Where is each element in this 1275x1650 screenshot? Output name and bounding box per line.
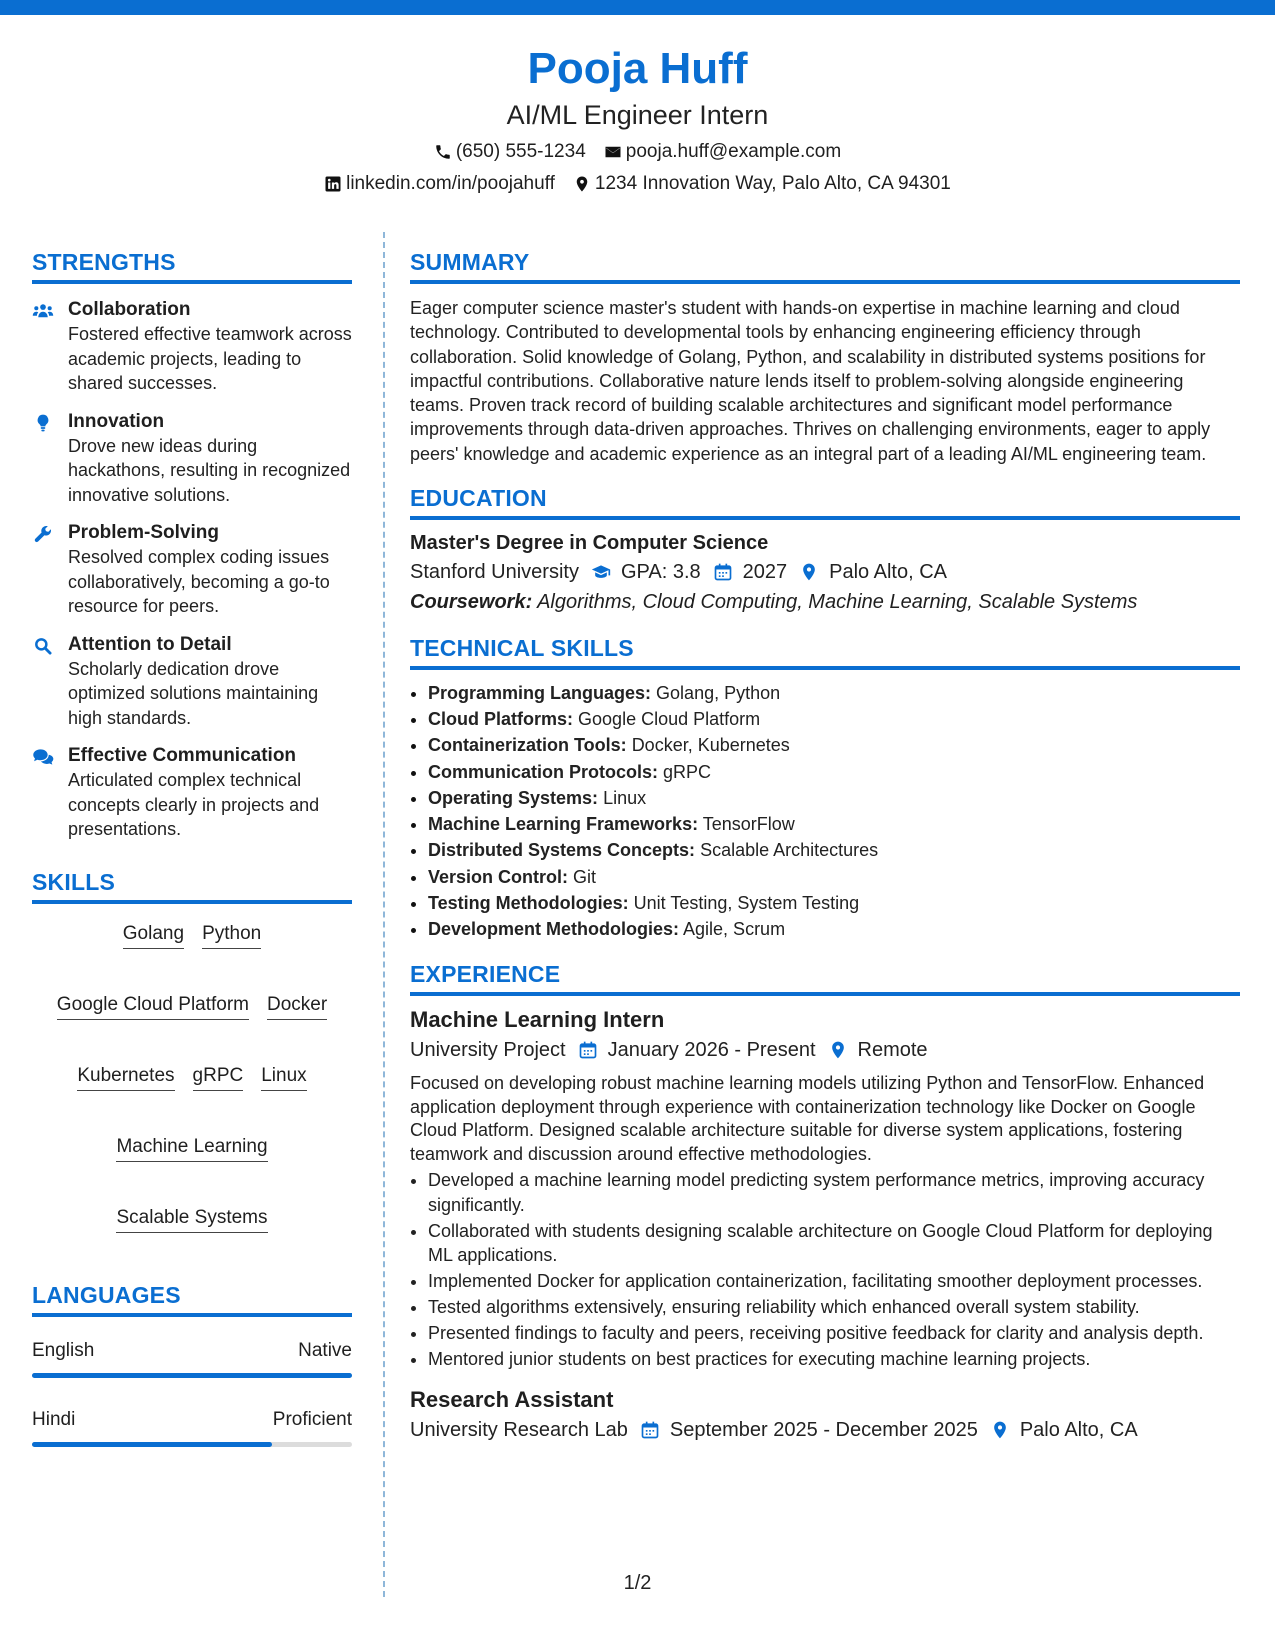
strength-item (32, 633, 352, 731)
lightbulb-icon (32, 413, 54, 433)
skill-tag: Scalable Systems (116, 1206, 267, 1233)
coursework-label: Coursework: (410, 591, 533, 614)
strength-desc: Drove new ideas during hackathons, resulting in recognized innovative solutions. (68, 435, 351, 505)
contact-row-1 (0, 140, 1275, 164)
right-column (410, 248, 1240, 1444)
phone-icon (434, 143, 452, 161)
column-divider (383, 232, 385, 1597)
job-org: University Project (410, 1039, 566, 1062)
linkedin-text: linkedin.com/in/poojahuff (346, 173, 555, 194)
skill-tag: Kubernetes (77, 1064, 174, 1091)
strength-title: Problem-Solving (68, 522, 219, 543)
resume-header (0, 42, 1275, 196)
map-pin-icon (799, 562, 819, 582)
strength-title: Collaboration (68, 299, 191, 320)
skill-tag: Docker (267, 993, 327, 1020)
summary-heading: SUMMARY (410, 248, 1240, 284)
list-item: • Tested algorithms extensively, ensuring reliability which enhanced overall system stability. (428, 1295, 1240, 1320)
phone-contact (434, 140, 586, 164)
strength-desc: Resolved complex coding issues collaboratively, becoming a go-to resource for peers. (68, 547, 330, 616)
technical-skills-list (410, 680, 1240, 942)
strength-desc: Scholarly dedication drove optimized solutions maintaining high standards. (68, 658, 319, 728)
skills-list (32, 904, 352, 1233)
list-item: • Version Control: Git (428, 864, 1240, 890)
strength-desc: Articulated complex technical concepts clearly in projects and presentations. (68, 770, 320, 839)
users-icon (32, 301, 54, 321)
job-title: Research Assistant (410, 1386, 614, 1412)
job-description: Focused on developing robust machine learning models utilizing Python and TensorFlow. Enhanced application deployment through experience with containerization technology like Docker on Google Cloud Platform. Designed scalable architecture suitable for diverse system applications, fostering teamwork and discussion around effective methodologies. (410, 1073, 1205, 1164)
strengths-heading: STRENGTHS (32, 248, 352, 284)
list-item: • Distributed Systems Concepts: Scalable Architectures (428, 837, 1240, 863)
skill-tag: Golang (123, 922, 184, 949)
envelope-icon (604, 143, 622, 161)
address-contact (573, 172, 951, 196)
technical-skills-heading: TECHNICAL SKILLS (410, 634, 1240, 670)
map-pin-icon (573, 175, 591, 193)
strength-item (32, 521, 352, 619)
top-accent-bar (0, 0, 1275, 15)
linkedin-icon (324, 175, 342, 193)
language-name: Hindi (32, 1408, 76, 1430)
skills-heading: SKILLS (32, 868, 352, 904)
job-location: Remote (857, 1039, 928, 1062)
summary-text: Eager computer science master's student with hands-on expertise in machine learning and cloud technology. Contributed to developmental tools by enhancing engineering efficiency through collaboration. Solid knowledge of Golang, Python, and scalability in distributed systems positions for impactful contributions. Collaborative nature lends itself to problem-solving alongside engineering teams. Proven track record of building scalable architectures and significant model performance improvements through data-driven approaches. Thrives on challenging environments, eager to apply peers' knowledge and academic experience as an integral part of a leading AI/ML engineering team. (410, 298, 1211, 464)
email-text: pooja.huff@example.com (625, 141, 842, 162)
coursework-list: Algorithms, Cloud Computing, Machine Learning, Scalable Systems (537, 591, 1138, 614)
skill-tag: gRPC (193, 1064, 244, 1091)
job-dates: September 2025 - December 2025 (669, 1418, 978, 1441)
language-bar-fill (32, 1442, 272, 1447)
coursework (410, 588, 1240, 616)
strength-desc: Fostered effective teamwork across academic projects, leading to shared successes. (68, 324, 352, 393)
list-item: • Presented findings to faculty and peers, receiving positive feedback for clarity and analysis depth. (428, 1321, 1240, 1346)
strength-title: Innovation (68, 410, 165, 432)
job-dates: January 2026 - Present (607, 1039, 816, 1062)
list-item: • Programming Languages: Golang, Python (428, 680, 1240, 706)
language-bar-fill (32, 1373, 352, 1378)
graduation-year: 2027 (742, 561, 788, 584)
list-item: • Containerization Tools: Docker, Kubernetes (428, 732, 1240, 758)
list-item: • Developed a machine learning model predicting system performance metrics, improving accuracy significantly. (428, 1168, 1240, 1217)
contact-row-2 (0, 172, 1275, 196)
map-pin-icon (990, 1420, 1010, 1440)
list-item: • Mentored junior students on best practices for executing machine learning projects. (428, 1347, 1240, 1372)
job-org: University Research Lab (410, 1418, 628, 1441)
calendar-icon (578, 1040, 598, 1060)
linkedin-contact[interactable] (324, 172, 555, 196)
languages-heading: LANGUAGES (32, 1281, 352, 1317)
strength-title: Attention to Detail (68, 633, 232, 655)
search-icon (32, 636, 54, 656)
calendar-icon (713, 562, 733, 582)
list-item: • Testing Methodologies: Unit Testing, System Testing (428, 890, 1240, 916)
list-item: • Communication Protocols: gRPC (428, 759, 1240, 785)
language-item (32, 1408, 352, 1447)
left-column (32, 248, 352, 1447)
address-text: 1234 Innovation Way, Palo Alto, CA 94301 (594, 173, 951, 194)
phone-text: (650) 555-1234 (455, 141, 586, 162)
education-meta (410, 558, 1240, 586)
job-meta (410, 1416, 1240, 1444)
gpa-text: GPA: 3.8 (620, 561, 701, 584)
map-pin-icon (828, 1040, 848, 1060)
comments-icon (32, 747, 54, 767)
list-item: • Development Methodologies: Agile, Scrum (428, 916, 1240, 942)
list-item: • Implemented Docker for application containerization, facilitating smoother deployment processes. (428, 1269, 1240, 1294)
calendar-icon (640, 1420, 660, 1440)
candidate-name: Pooja Huff (527, 44, 748, 93)
language-level: Native (298, 1339, 352, 1361)
strength-item (32, 298, 352, 396)
candidate-role: AI/ML Engineer Intern (506, 100, 769, 130)
school-name: Stanford University (410, 561, 579, 584)
job-location: Palo Alto, CA (1019, 1418, 1138, 1441)
wrench-icon (32, 524, 54, 544)
job-title: Machine Learning Intern (410, 1007, 665, 1033)
skill-tag: Google Cloud Platform (57, 993, 249, 1020)
job-meta (410, 1036, 1240, 1064)
page-number: 1/2 (623, 1572, 652, 1594)
language-bar (32, 1373, 352, 1378)
list-item: • Operating Systems: Linux (428, 785, 1240, 811)
degree-title: Master's Degree in Computer Science (410, 532, 769, 555)
strength-item (32, 410, 352, 508)
language-level: Proficient (272, 1408, 352, 1430)
education-heading: EDUCATION (410, 484, 1240, 520)
list-item: • Collaborated with students designing scalable architecture on Google Cloud Platform for deploying ML applications. (428, 1219, 1240, 1268)
language-bar (32, 1442, 352, 1447)
strength-item (32, 744, 352, 842)
email-contact[interactable] (604, 140, 841, 164)
list-item: • Machine Learning Frameworks: TensorFlow (428, 811, 1240, 837)
list-item: • Cloud Platforms: Google Cloud Platform (428, 706, 1240, 732)
language-name: English (32, 1339, 95, 1361)
skill-tag: Machine Learning (116, 1135, 267, 1162)
language-item (32, 1339, 352, 1378)
experience-heading: EXPERIENCE (410, 960, 1240, 996)
skill-tag: Python (202, 922, 261, 949)
strength-title: Effective Communication (68, 745, 297, 766)
graduation-cap-icon (591, 562, 611, 582)
skill-tag: Linux (261, 1064, 306, 1091)
job-bullets (410, 1168, 1240, 1372)
school-location: Palo Alto, CA (829, 561, 947, 584)
